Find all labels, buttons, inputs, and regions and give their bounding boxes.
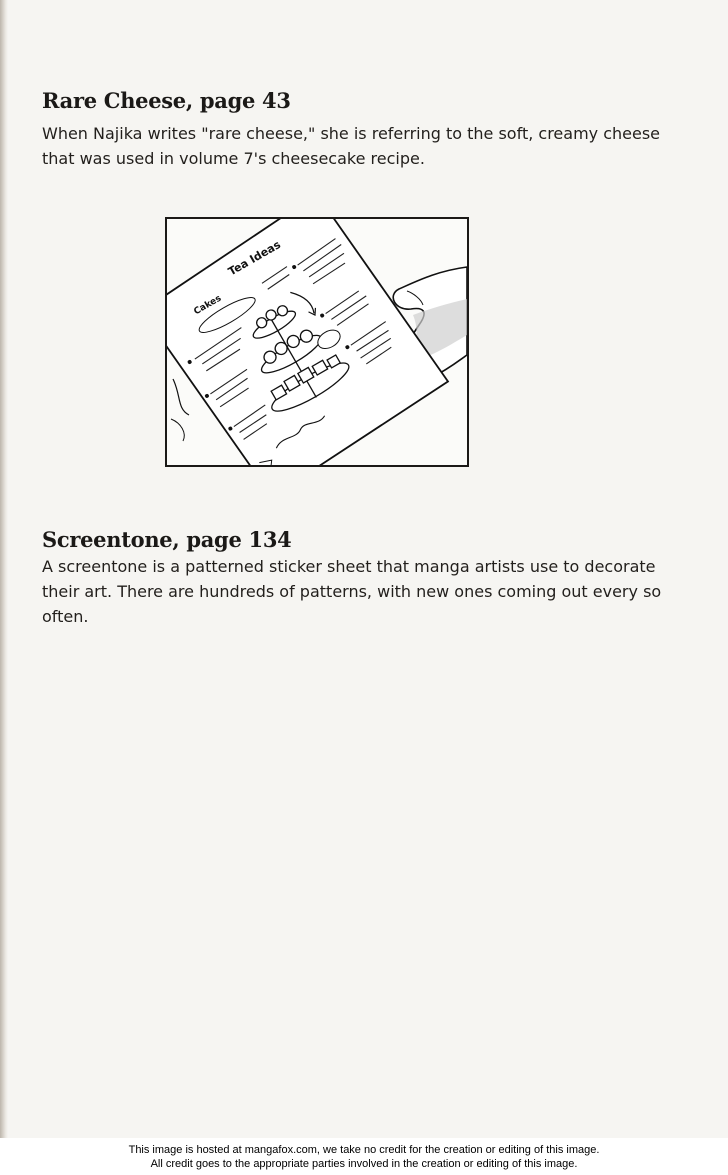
footer-line-2: All credit goes to the appropriate parties involved in the creation or editing of this image. [150,1158,578,1170]
binding-shadow [0,0,8,1138]
note-heading-rare-cheese: Rare Cheese, page 43 [42,88,291,113]
footer-line-1: This image is hosted at mangafox.com, we take no credit for the creation or editing of this image. [128,1144,600,1156]
note-heading-screentone: Screentone, page 134 [42,527,292,552]
note-text-rare-cheese: When Najika writes "rare cheese," she is referring to the soft, creamy cheese that was used in volume 7's cheesecake recipe. [42,124,661,168]
hosting-credit-footer [0,1138,728,1175]
manga-panel-illustration [165,217,469,467]
note-text-screentone: A screentone is a patterned sticker sheet that manga artists use to decorate their art. There are hundreds of patterns, with new ones coming out every so often. [42,557,662,626]
paper-title: Tea Ideas [226,238,283,279]
paper-section-label: Cakes [192,293,224,318]
